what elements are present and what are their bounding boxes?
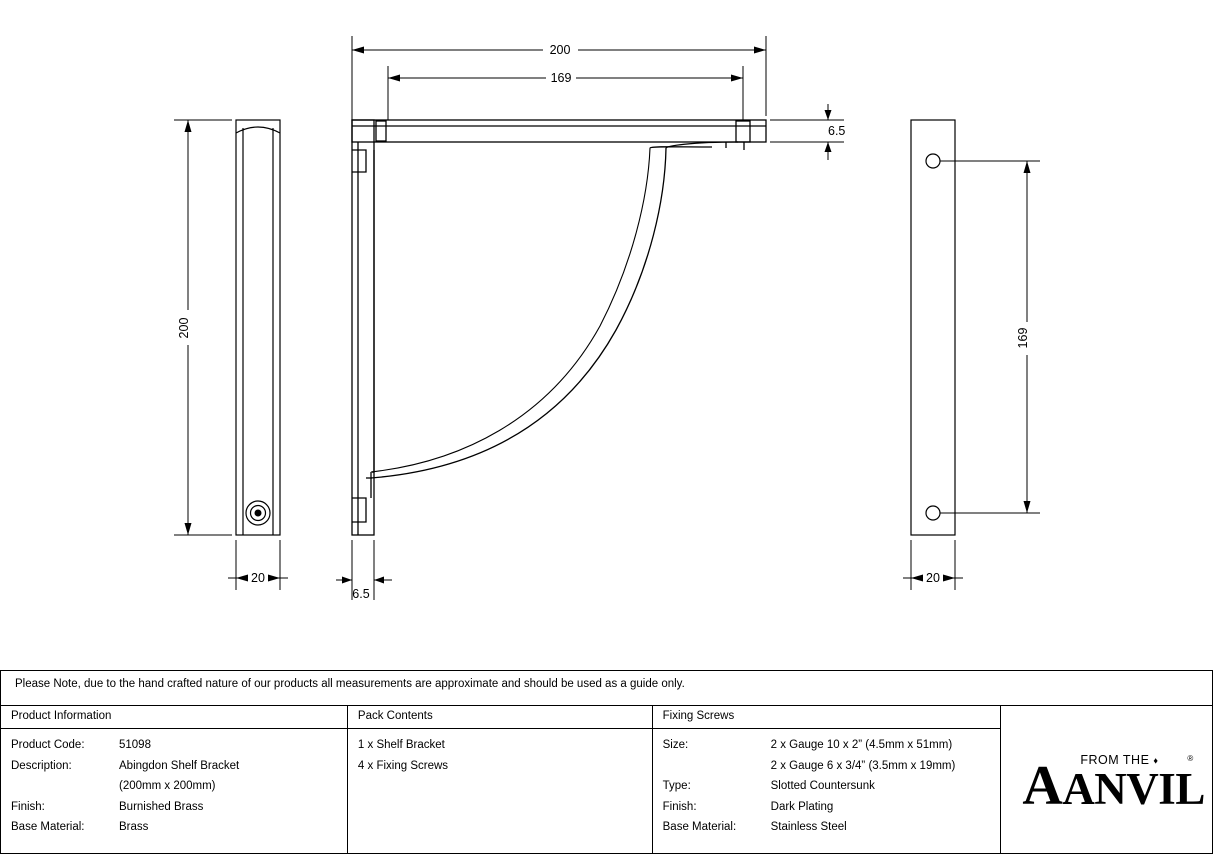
dim-label-plate-thickness-top: 6.5 — [828, 124, 846, 138]
list-item: 4 x Fixing Screws — [357, 759, 449, 772]
dim-label-side-width: 20 — [251, 571, 265, 585]
list-item: 1 x Shelf Bracket — [357, 739, 445, 751]
dim-label-side-height: 200 — [177, 317, 191, 339]
bracket-front-view — [352, 120, 766, 535]
row-key: Base Material: — [11, 821, 85, 833]
product-information-cell — [1, 729, 348, 854]
row-value: (200mm x 200mm) — [119, 780, 216, 792]
product-information-heading: Product Information — [1, 706, 348, 729]
dim-label-top-inner: 169 — [550, 71, 572, 85]
table-row — [663, 797, 1000, 818]
fixing-screws-heading: Fixing Screws — [652, 706, 1000, 729]
row-value: 2 x Gauge 6 x 3/4” (3.5mm x 19mm) — [770, 759, 956, 772]
measurement-note: Please Note, due to the hand crafted nature of our products all measurements are approximate and should be used as a guide only. — [1, 671, 1213, 706]
row-key — [11, 776, 119, 797]
table-row — [11, 817, 347, 838]
side-elevation-view — [236, 120, 280, 535]
row-value: Stainless Steel — [770, 821, 847, 833]
product-info-table — [0, 670, 1213, 854]
registered-trademark-icon: ® — [1187, 753, 1194, 763]
logo-wordmark-rest: ANVIL — [1062, 763, 1205, 814]
dim-label-top-overall: 200 — [549, 43, 571, 57]
row-key: Size: — [662, 739, 689, 751]
fixing-screws-list — [663, 735, 1000, 838]
table-row — [663, 756, 1000, 777]
row-value: Burnished Brass — [119, 800, 204, 813]
dim-label-back-plate-height: 169 — [1016, 327, 1030, 349]
table-row — [11, 797, 347, 818]
product-information-list — [11, 735, 347, 838]
row-value: 2 x Gauge 10 x 2” (4.5mm x 51mm) — [770, 739, 953, 751]
row-key: Description: — [11, 759, 72, 772]
back-plate-view — [911, 120, 955, 535]
fixing-screws-cell — [652, 729, 1000, 854]
row-value: Slotted Countersunk — [770, 780, 875, 792]
row-value: Brass — [119, 821, 149, 833]
table-row — [11, 776, 347, 797]
row-key — [663, 756, 771, 777]
row-value: Abingdon Shelf Bracket — [119, 759, 240, 772]
pack-contents-heading: Pack Contents — [347, 706, 652, 729]
row-key: Type: — [662, 780, 691, 792]
table-row — [663, 817, 1000, 838]
table-row — [11, 735, 347, 756]
diamond-icon: ♦ — [1153, 755, 1159, 766]
brand-logo — [1000, 706, 1212, 854]
logo-wordmark: AANVIL — [1022, 754, 1205, 817]
row-value: Dark Plating — [770, 800, 834, 813]
row-key: Base Material: — [662, 821, 737, 833]
row-key: Finish: — [11, 800, 45, 813]
logo-line1: FROM THE — [1080, 752, 1150, 767]
row-key: Finish: — [662, 800, 697, 813]
row-key: Product Code: — [11, 739, 85, 751]
note-row — [1, 671, 1213, 706]
pack-contents-cell — [347, 729, 652, 854]
table-row — [11, 756, 347, 777]
table-row — [663, 776, 1000, 797]
table-row — [663, 735, 1000, 756]
table-heading-row — [1, 706, 1213, 729]
dim-label-back-plate-width: 20 — [926, 571, 940, 585]
row-value: 51098 — [119, 739, 151, 751]
dim-label-plate-thickness-bottom: 6.5 — [352, 587, 370, 601]
